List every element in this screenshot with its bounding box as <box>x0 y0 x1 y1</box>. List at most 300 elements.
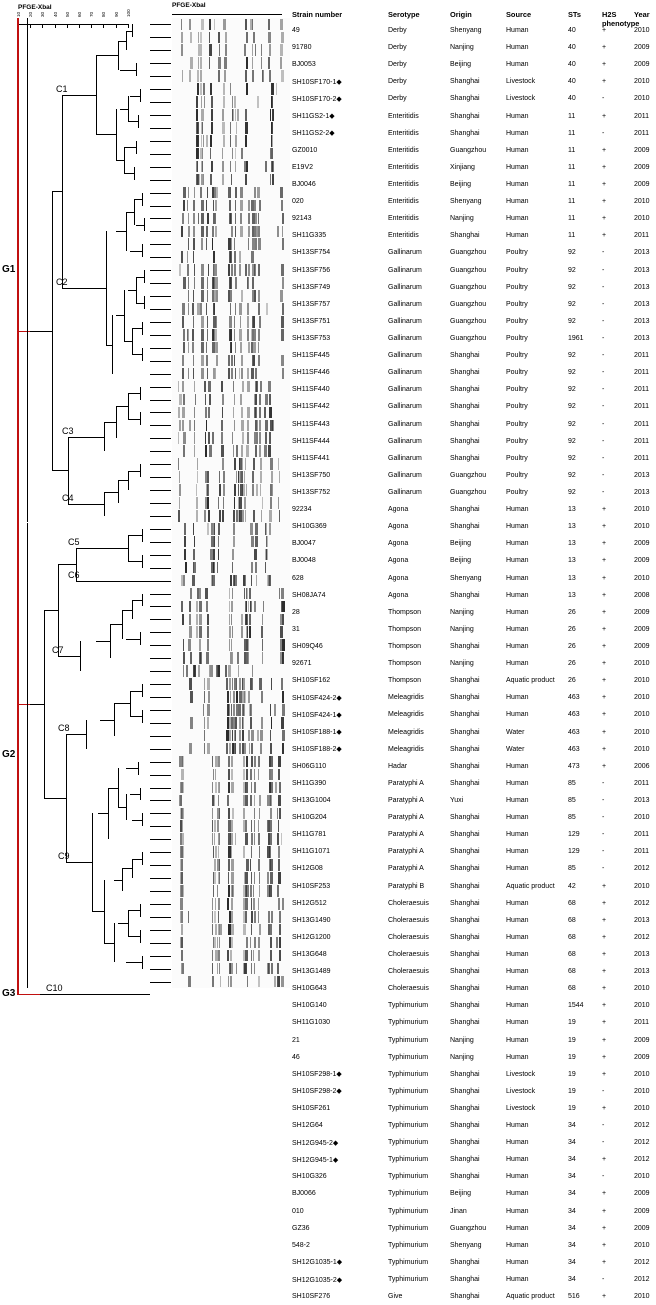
gel-band <box>252 484 254 496</box>
gel-band <box>243 898 245 910</box>
gel-band <box>251 756 253 768</box>
gel-band <box>215 769 217 781</box>
gel-band <box>255 238 257 250</box>
cell-strain-number: SH11SF446 <box>292 369 330 377</box>
gel-band <box>219 471 220 483</box>
gel-band <box>281 976 283 988</box>
gel-band <box>192 342 194 354</box>
cell-sts: 26 <box>568 660 576 668</box>
table-row <box>292 39 656 56</box>
dendrogram-branch <box>150 956 171 957</box>
cell-origin: Nanjing <box>450 608 474 616</box>
table-header-row <box>292 10 656 28</box>
cell-strain-number: 21 <box>292 1036 300 1044</box>
cell-source: Livestock <box>506 1070 536 1078</box>
gel-band <box>207 368 208 380</box>
gel-band <box>230 342 233 354</box>
gel-band <box>230 652 232 664</box>
cell-h2s-phenotype: + <box>602 198 607 206</box>
cell-year: 2013 <box>634 317 650 325</box>
gel-band <box>248 238 250 250</box>
dendrogram-branch <box>142 193 143 206</box>
gel-lane <box>172 950 290 962</box>
gel-band <box>205 445 207 457</box>
dendrogram-branch <box>132 859 142 860</box>
cell-source: Human <box>506 1173 529 1181</box>
gel-band <box>192 329 193 341</box>
gel-band <box>201 342 204 354</box>
dendrogram-branch <box>150 917 171 918</box>
cell-sts: 92 <box>568 369 576 377</box>
gel-lane <box>172 471 290 483</box>
cell-h2s-phenotype: + <box>602 1036 607 1044</box>
gel-band <box>254 549 257 561</box>
dendrogram-branch <box>136 303 144 304</box>
gel-band <box>181 19 182 31</box>
gel-band <box>183 342 185 354</box>
gel-band <box>269 432 272 444</box>
gel-band <box>245 820 247 832</box>
gel-band <box>244 44 246 56</box>
cell-origin: Shenyang <box>450 198 482 206</box>
table-row <box>292 741 656 758</box>
cell-year: 2013 <box>634 283 650 291</box>
cell-strain-number: SH11GS2-1◆ <box>292 113 335 121</box>
dendrogram-branch <box>126 212 134 213</box>
table-row <box>292 90 656 107</box>
gel-band <box>189 70 191 82</box>
gel-lane <box>172 652 290 664</box>
cell-origin: Guangzhou <box>450 1224 487 1232</box>
gel-lane <box>172 575 290 587</box>
gel-lane <box>172 355 290 367</box>
cell-serotype: Hadar <box>388 762 408 770</box>
gel-band <box>229 213 231 225</box>
gel-band <box>252 471 254 483</box>
cell-sts: 516 <box>568 1293 580 1301</box>
dendrogram-branch <box>132 354 142 355</box>
cell-origin: Guangzhou <box>450 335 487 343</box>
gel-lane <box>172 782 290 794</box>
gel-band <box>230 691 231 703</box>
cell-year: 2011 <box>634 352 650 360</box>
gel-band <box>194 264 196 276</box>
cell-source: Human <box>506 163 529 171</box>
gel-band <box>188 303 189 315</box>
cell-h2s-phenotype: + <box>602 1053 607 1061</box>
gel-band <box>216 290 218 302</box>
gel-band <box>250 601 252 613</box>
gel-band <box>192 303 194 315</box>
table-row <box>292 56 656 73</box>
cell-strain-number: 92234 <box>292 506 312 514</box>
cell-year: 2011 <box>634 779 650 787</box>
cell-h2s-phenotype: - <box>602 129 605 137</box>
gel-band <box>208 691 210 703</box>
gel-band <box>241 626 243 638</box>
gel-band <box>238 665 239 677</box>
gel-band <box>269 394 271 406</box>
cell-origin: Shanghai <box>450 642 480 650</box>
cell-year: 2013 <box>634 471 650 479</box>
cell-year: 2010 <box>634 660 650 668</box>
gel-band <box>215 950 217 962</box>
gel-band <box>239 329 242 341</box>
gel-band <box>253 898 254 910</box>
dendrogram-branch <box>58 564 59 656</box>
table-row <box>292 963 656 980</box>
gel-band <box>237 109 239 121</box>
cell-serotype: Agona <box>388 506 409 514</box>
gel-band <box>200 44 202 56</box>
cell-sts: 19 <box>568 1087 576 1095</box>
cell-h2s-phenotype: + <box>602 762 607 770</box>
gel-band <box>245 833 248 845</box>
cell-strain-number: SH11SF441 <box>292 454 330 462</box>
gel-band <box>215 213 216 225</box>
cell-h2s-phenotype: + <box>602 1224 607 1232</box>
gel-band <box>269 70 271 82</box>
cell-serotype: Gallinarum <box>388 249 422 257</box>
gel-band <box>251 782 252 794</box>
group-label-g1: G1 <box>2 264 16 276</box>
gel-band <box>244 743 247 755</box>
gel-band <box>231 820 233 832</box>
gel-band <box>270 407 272 419</box>
cell-h2s-phenotype: + <box>602 1104 607 1112</box>
cell-origin: Shanghai <box>450 386 480 394</box>
cell-strain-number: GZ36 <box>292 1224 310 1232</box>
gel-band <box>187 200 188 212</box>
gel-lane <box>172 691 290 703</box>
gel-lane <box>172 963 290 975</box>
gel-band <box>188 226 189 238</box>
gel-band <box>207 213 209 225</box>
dendrogram-branch <box>150 568 171 569</box>
root-branch <box>17 18 19 994</box>
cell-h2s-phenotype: + <box>602 1002 607 1010</box>
gel-band <box>235 303 236 315</box>
gel-band <box>256 575 257 587</box>
gel-band <box>206 652 209 664</box>
gel-band <box>250 523 253 535</box>
gel-band <box>257 96 259 108</box>
dendrogram-branch <box>144 218 145 231</box>
dendrogram-branch <box>134 167 135 180</box>
cell-year: 2009 <box>634 540 650 548</box>
gel-band <box>181 44 183 56</box>
cell-strain-number: SH11GS2-2◆ <box>292 130 335 138</box>
gel-lane <box>172 911 290 923</box>
gel-band <box>246 859 249 871</box>
group-label-g2: G2 <box>2 749 16 761</box>
gel-band <box>247 976 248 988</box>
gel-band <box>259 678 261 690</box>
cell-h2s-phenotype: + <box>602 1156 607 1164</box>
gel-band <box>203 704 204 716</box>
gel-band <box>200 83 201 95</box>
cell-year: 2009 <box>634 625 650 633</box>
cell-strain-number: SH10SF170-2◆ <box>292 95 342 103</box>
gel-band <box>213 523 214 535</box>
cell-source: Human <box>506 1190 529 1198</box>
scale-tick-label: 40 <box>52 11 58 17</box>
gel-band <box>270 937 272 949</box>
table-row <box>292 912 656 929</box>
cell-year: 2009 <box>634 44 650 52</box>
gel-lane <box>172 432 290 444</box>
gel-lane <box>172 601 290 613</box>
gel-band <box>259 200 261 212</box>
dendrogram-branch <box>150 490 171 491</box>
gel-band <box>193 316 195 328</box>
cell-serotype: Typhimurium <box>388 1173 429 1181</box>
table-row <box>292 587 656 604</box>
gel-band <box>245 264 247 276</box>
gel-band <box>193 213 195 225</box>
gel-band <box>222 407 224 419</box>
dendrogram-branch <box>118 768 119 807</box>
cell-serotype: Typhimurium <box>388 1156 429 1164</box>
dendrogram-branch <box>150 193 171 194</box>
gel-band <box>274 976 276 988</box>
gel-band <box>253 316 255 328</box>
gel-band <box>242 730 243 742</box>
dendrogram-branch <box>150 348 171 349</box>
gel-band <box>201 355 204 367</box>
gel-band <box>260 730 263 742</box>
cell-sts: 34 <box>568 1224 576 1232</box>
gel-band <box>254 911 255 923</box>
gel-band <box>254 963 255 975</box>
gel-band <box>251 820 252 832</box>
cell-source: Livestock <box>506 78 536 86</box>
gel-band <box>234 730 236 742</box>
gel-lane <box>172 756 290 768</box>
cell-year: 2011 <box>634 386 650 394</box>
gel-band <box>207 523 209 535</box>
cell-origin: Shanghai <box>450 403 480 411</box>
gel-band <box>241 148 243 160</box>
cell-strain-number: BJ0046 <box>292 181 316 189</box>
cell-sts: 1544 <box>568 1002 584 1010</box>
gel-band <box>193 226 195 238</box>
cell-origin: Shanghai <box>450 848 480 856</box>
gel-band <box>252 57 254 69</box>
cell-h2s-phenotype: + <box>602 745 607 753</box>
gel-band <box>257 187 259 199</box>
table-row <box>292 125 656 142</box>
table-row <box>292 1031 656 1048</box>
gel-band <box>231 937 233 949</box>
gel-band <box>259 394 261 406</box>
gel-band <box>194 407 195 419</box>
dendrogram-branch <box>150 218 171 219</box>
gel-band <box>241 614 243 626</box>
cell-source: Water <box>506 728 525 736</box>
cell-strain-number: SH13SF757 <box>292 300 331 308</box>
dendrogram-branch <box>132 600 133 619</box>
gel-band <box>233 575 235 587</box>
cell-h2s-phenotype: + <box>602 1070 607 1078</box>
gel-band <box>267 872 269 884</box>
gel-band <box>246 83 248 95</box>
dendrogram-branch <box>144 296 145 309</box>
dendrogram-branch <box>108 788 109 840</box>
gel-band <box>212 756 213 768</box>
cell-year: 2010 <box>634 694 650 702</box>
gel-lane <box>172 368 290 380</box>
dendrogram-branch <box>128 393 140 394</box>
gel-band <box>205 432 207 444</box>
cell-origin: Guangzhou <box>450 283 487 291</box>
table-row <box>292 416 656 433</box>
gel-band <box>271 678 272 690</box>
gel-band <box>276 83 278 95</box>
dendrogram-branch <box>150 270 171 271</box>
cell-origin: Shenyang <box>450 27 482 35</box>
cell-serotype: Enteritidis <box>388 215 419 223</box>
gel-band <box>217 562 218 574</box>
cell-serotype: Typhimurium <box>388 1036 429 1044</box>
cell-serotype: Give <box>388 1293 403 1301</box>
dendrogram-branch <box>126 31 127 50</box>
cell-source: Human <box>506 1224 529 1232</box>
gel-lane <box>172 484 290 496</box>
gel-lane <box>172 303 290 315</box>
gel-band <box>231 264 233 276</box>
cell-h2s-phenotype: - <box>602 300 605 308</box>
cell-h2s-phenotype: - <box>602 403 605 411</box>
col-header-sts: STs <box>568 10 582 19</box>
dendrogram-branch <box>150 788 171 789</box>
gel-band <box>249 588 251 600</box>
gel-band <box>204 691 205 703</box>
dendrogram-branch <box>17 994 40 995</box>
cell-origin: Guangzhou <box>450 471 487 479</box>
gel-lane <box>172 200 290 212</box>
gel-lane <box>172 96 290 108</box>
cell-sts: 92 <box>568 386 576 394</box>
dendrogram-branch <box>140 788 141 801</box>
gel-band <box>206 135 208 147</box>
cell-origin: Shanghai <box>450 899 480 907</box>
cell-sts: 11 <box>568 215 576 223</box>
gel-band <box>249 704 251 716</box>
gel-band <box>230 303 232 315</box>
scale-tick-label: 50 <box>64 11 70 17</box>
dendrogram-branch <box>150 516 171 517</box>
dendrogram-branch <box>112 315 113 373</box>
gel-band <box>190 717 192 729</box>
gel-band <box>204 678 205 690</box>
gel-band <box>276 937 278 949</box>
dendrogram-branch <box>134 199 135 225</box>
gel-band <box>218 70 220 82</box>
cell-sts: 13 <box>568 523 576 531</box>
gel-band <box>197 83 199 95</box>
gel-band <box>236 678 237 690</box>
gel-band <box>229 316 232 328</box>
dendrogram-branch <box>120 109 128 110</box>
cell-year: 2006 <box>634 762 650 770</box>
dendrogram-branch <box>150 257 171 258</box>
table-row <box>292 843 656 860</box>
gel-band <box>265 394 267 406</box>
cell-origin: Shanghai <box>450 1122 480 1130</box>
dendrogram-branch <box>132 859 133 878</box>
cell-sts: 92 <box>568 454 576 462</box>
dendrogram-branch <box>138 762 139 775</box>
cell-strain-number: 91780 <box>292 44 312 52</box>
gel-band <box>278 872 280 884</box>
gel-band <box>253 355 255 367</box>
col-header-source: Source <box>506 10 532 19</box>
dendrogram-branch <box>150 387 171 388</box>
gel-band <box>201 316 204 328</box>
gel-band <box>238 484 239 496</box>
gel-band <box>243 911 245 923</box>
cell-serotype: Agona <box>388 540 409 548</box>
dendrogram-branch <box>116 315 124 316</box>
cluster-label-c5: C5 <box>68 537 80 548</box>
dendrogram-branch <box>132 328 142 329</box>
cell-origin: Shanghai <box>450 831 480 839</box>
dendrogram-branch <box>30 331 52 332</box>
gel-band <box>242 381 244 393</box>
gel-band <box>235 135 236 147</box>
gel-band <box>215 277 217 289</box>
dendrogram-branch <box>142 244 143 257</box>
gel-band <box>236 704 238 716</box>
gel-band <box>235 161 236 173</box>
gel-band <box>213 200 215 212</box>
gel-band <box>238 471 239 483</box>
gel-band <box>216 665 218 677</box>
gel-band <box>188 911 189 923</box>
gel-band <box>194 187 195 199</box>
gel-band <box>279 911 281 923</box>
gel-band <box>234 329 235 341</box>
cell-year: 2009 <box>634 608 650 616</box>
gel-band <box>235 277 236 289</box>
gel-band <box>179 471 181 483</box>
gel-band <box>181 950 183 962</box>
col-header-year: Year <box>634 10 650 19</box>
cell-serotype: Gallinarum <box>388 437 422 445</box>
cell-source: Poultry <box>506 317 528 325</box>
dendrogram-branch <box>128 535 129 561</box>
cell-serotype: Thompson <box>388 625 422 633</box>
dendrogram-branch <box>122 868 132 869</box>
gel-band <box>225 32 227 44</box>
gel-band <box>243 924 245 936</box>
cell-h2s-phenotype: + <box>602 642 607 650</box>
gel-band <box>212 782 213 794</box>
dendrogram-branch <box>128 393 129 419</box>
dendrogram-branch <box>58 656 80 657</box>
gel-band <box>183 432 185 444</box>
gel-band <box>201 19 204 31</box>
gel-band <box>258 911 259 923</box>
dendrogram-branch <box>130 716 142 717</box>
gel-band <box>255 523 258 535</box>
dendrogram-branch <box>142 594 143 607</box>
cell-h2s-phenotype: + <box>602 1019 607 1027</box>
gel-band <box>235 717 236 729</box>
cell-sts: 92 <box>568 283 576 291</box>
gel-band <box>233 691 235 703</box>
